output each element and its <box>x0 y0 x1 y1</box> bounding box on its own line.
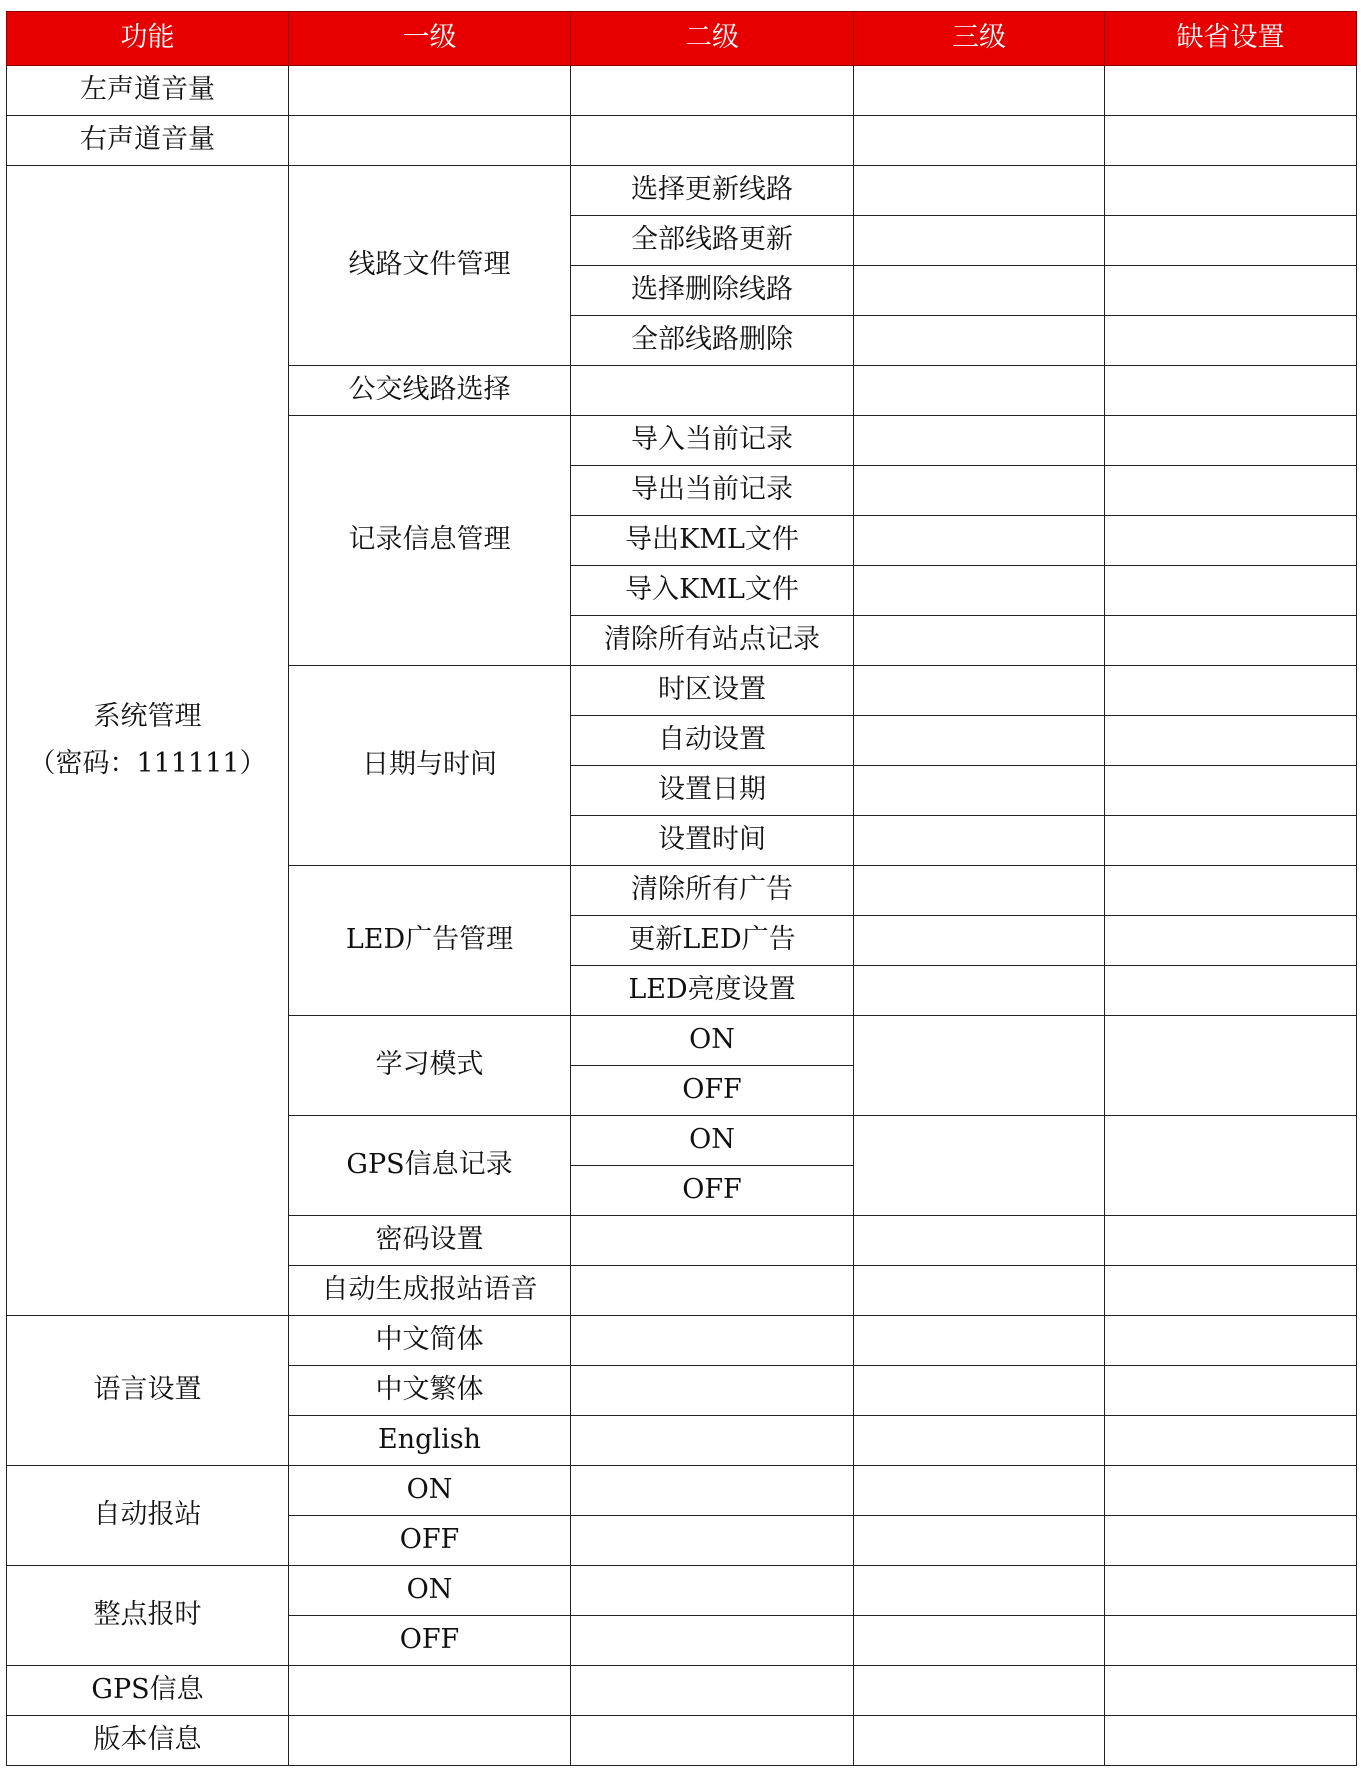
function-cell: 语言设置 <box>7 1316 289 1466</box>
level1-cell: 中文简体 <box>289 1316 571 1366</box>
empty-cell <box>854 716 1105 766</box>
empty-cell <box>1105 466 1357 516</box>
table-row <box>7 166 1357 216</box>
empty-cell <box>854 816 1105 866</box>
header-level-1: 一级 <box>289 12 571 66</box>
level1-cell: ON <box>289 1466 571 1516</box>
empty-cell <box>1105 1516 1357 1566</box>
empty-cell <box>854 116 1105 166</box>
table-row <box>7 1566 1357 1616</box>
level2-cell: ON <box>571 1016 854 1066</box>
empty-cell <box>571 366 854 416</box>
empty-cell <box>1105 1016 1357 1116</box>
empty-cell <box>1105 1216 1357 1266</box>
empty-cell <box>289 66 571 116</box>
empty-cell <box>571 1366 854 1416</box>
empty-cell <box>854 916 1105 966</box>
empty-cell <box>1105 1666 1357 1716</box>
empty-cell <box>1105 1466 1357 1516</box>
level1-cell: 自动生成报站语音 <box>289 1266 571 1316</box>
empty-cell <box>1105 1316 1357 1366</box>
system-password-label: （密码：111111） <box>28 747 267 779</box>
empty-cell <box>571 1666 854 1716</box>
empty-cell <box>854 1666 1105 1716</box>
empty-cell <box>854 1116 1105 1216</box>
level2-cell: OFF <box>571 1066 854 1116</box>
empty-cell <box>571 1316 854 1366</box>
function-cell: GPS信息 <box>7 1666 289 1716</box>
empty-cell <box>1105 1116 1357 1216</box>
level2-cell: 导出KML文件 <box>571 516 854 566</box>
table-row <box>7 1666 1357 1716</box>
level1-cell: English <box>289 1416 571 1466</box>
empty-cell <box>854 166 1105 216</box>
level2-cell: 选择删除线路 <box>571 266 854 316</box>
empty-cell <box>1105 816 1357 866</box>
empty-cell <box>854 316 1105 366</box>
settings-menu-table <box>6 11 1357 1766</box>
level2-cell: ON <box>571 1116 854 1166</box>
level2-cell: 更新LED广告 <box>571 916 854 966</box>
empty-cell <box>1105 866 1357 916</box>
empty-cell <box>854 516 1105 566</box>
empty-cell <box>854 666 1105 716</box>
level2-cell: 设置时间 <box>571 816 854 866</box>
level1-cell: 线路文件管理 <box>289 166 571 366</box>
level1-cell: 公交线路选择 <box>289 366 571 416</box>
empty-cell <box>854 616 1105 666</box>
empty-cell <box>571 1716 854 1766</box>
empty-cell <box>1105 1566 1357 1616</box>
empty-cell <box>571 1516 854 1566</box>
empty-cell <box>1105 166 1357 216</box>
empty-cell <box>571 1416 854 1466</box>
level1-cell: 中文繁体 <box>289 1366 571 1416</box>
empty-cell <box>1105 66 1357 116</box>
empty-cell <box>1105 1266 1357 1316</box>
header-default: 缺省设置 <box>1105 12 1357 66</box>
empty-cell <box>1105 616 1357 666</box>
table-row <box>7 1316 1357 1366</box>
function-cell: 版本信息 <box>7 1716 289 1766</box>
empty-cell <box>854 1016 1105 1116</box>
function-cell: 右声道音量 <box>7 116 289 166</box>
empty-cell <box>1105 666 1357 716</box>
level2-cell: 自动设置 <box>571 716 854 766</box>
level1-cell: 密码设置 <box>289 1216 571 1266</box>
empty-cell <box>1105 216 1357 266</box>
header-row <box>7 12 1357 66</box>
empty-cell <box>854 1266 1105 1316</box>
level1-cell: LED广告管理 <box>289 866 571 1016</box>
empty-cell <box>854 966 1105 1016</box>
empty-cell <box>854 566 1105 616</box>
table-row <box>7 66 1357 116</box>
empty-cell <box>289 1716 571 1766</box>
level1-cell: 学习模式 <box>289 1016 571 1116</box>
empty-cell <box>1105 966 1357 1016</box>
level2-cell: OFF <box>571 1166 854 1216</box>
empty-cell <box>854 1716 1105 1766</box>
empty-cell <box>289 116 571 166</box>
empty-cell <box>571 116 854 166</box>
empty-cell <box>1105 566 1357 616</box>
level2-cell: 选择更新线路 <box>571 166 854 216</box>
empty-cell <box>854 766 1105 816</box>
empty-cell <box>571 1566 854 1616</box>
function-cell-system <box>7 166 289 1316</box>
empty-cell <box>1105 116 1357 166</box>
empty-cell <box>854 1416 1105 1466</box>
function-cell: 自动报站 <box>7 1466 289 1566</box>
table-row <box>7 116 1357 166</box>
header-function: 功能 <box>7 12 289 66</box>
empty-cell <box>854 466 1105 516</box>
level1-cell: 记录信息管理 <box>289 416 571 666</box>
level2-cell: 全部线路删除 <box>571 316 854 366</box>
empty-cell <box>1105 1416 1357 1466</box>
empty-cell <box>854 866 1105 916</box>
table-row <box>7 1716 1357 1766</box>
empty-cell <box>571 1616 854 1666</box>
empty-cell <box>854 1466 1105 1516</box>
level2-cell: LED亮度设置 <box>571 966 854 1016</box>
system-label: 系统管理 <box>93 701 202 733</box>
table-row <box>7 1466 1357 1516</box>
level2-cell: 导入KML文件 <box>571 566 854 616</box>
empty-cell <box>1105 266 1357 316</box>
empty-cell <box>1105 366 1357 416</box>
header-level-3: 三级 <box>854 12 1105 66</box>
level2-cell: 导入当前记录 <box>571 416 854 466</box>
level2-cell: 清除所有广告 <box>571 866 854 916</box>
empty-cell <box>571 66 854 116</box>
empty-cell <box>854 1316 1105 1366</box>
empty-cell <box>1105 766 1357 816</box>
empty-cell <box>854 216 1105 266</box>
empty-cell <box>1105 416 1357 466</box>
function-cell: 整点报时 <box>7 1566 289 1666</box>
level2-cell: 全部线路更新 <box>571 216 854 266</box>
empty-cell <box>854 366 1105 416</box>
empty-cell <box>1105 316 1357 366</box>
header-level-2: 二级 <box>571 12 854 66</box>
empty-cell <box>289 1666 571 1716</box>
empty-cell <box>854 416 1105 466</box>
level2-cell: 设置日期 <box>571 766 854 816</box>
empty-cell <box>854 66 1105 116</box>
level1-cell: OFF <box>289 1616 571 1666</box>
level2-cell: 清除所有站点记录 <box>571 616 854 666</box>
empty-cell <box>854 266 1105 316</box>
empty-cell <box>571 1216 854 1266</box>
empty-cell <box>854 1516 1105 1566</box>
empty-cell <box>1105 716 1357 766</box>
empty-cell <box>1105 1616 1357 1666</box>
empty-cell <box>571 1466 854 1516</box>
empty-cell <box>1105 1716 1357 1766</box>
empty-cell <box>854 1216 1105 1266</box>
level1-cell: OFF <box>289 1516 571 1566</box>
level1-cell: 日期与时间 <box>289 666 571 866</box>
empty-cell <box>854 1566 1105 1616</box>
function-cell: 左声道音量 <box>7 66 289 116</box>
empty-cell <box>854 1616 1105 1666</box>
level1-cell: ON <box>289 1566 571 1616</box>
empty-cell <box>1105 516 1357 566</box>
empty-cell <box>854 1366 1105 1416</box>
level1-cell: GPS信息记录 <box>289 1116 571 1216</box>
empty-cell <box>1105 916 1357 966</box>
empty-cell <box>571 1266 854 1316</box>
empty-cell <box>1105 1366 1357 1416</box>
level2-cell: 导出当前记录 <box>571 466 854 516</box>
level2-cell: 时区设置 <box>571 666 854 716</box>
